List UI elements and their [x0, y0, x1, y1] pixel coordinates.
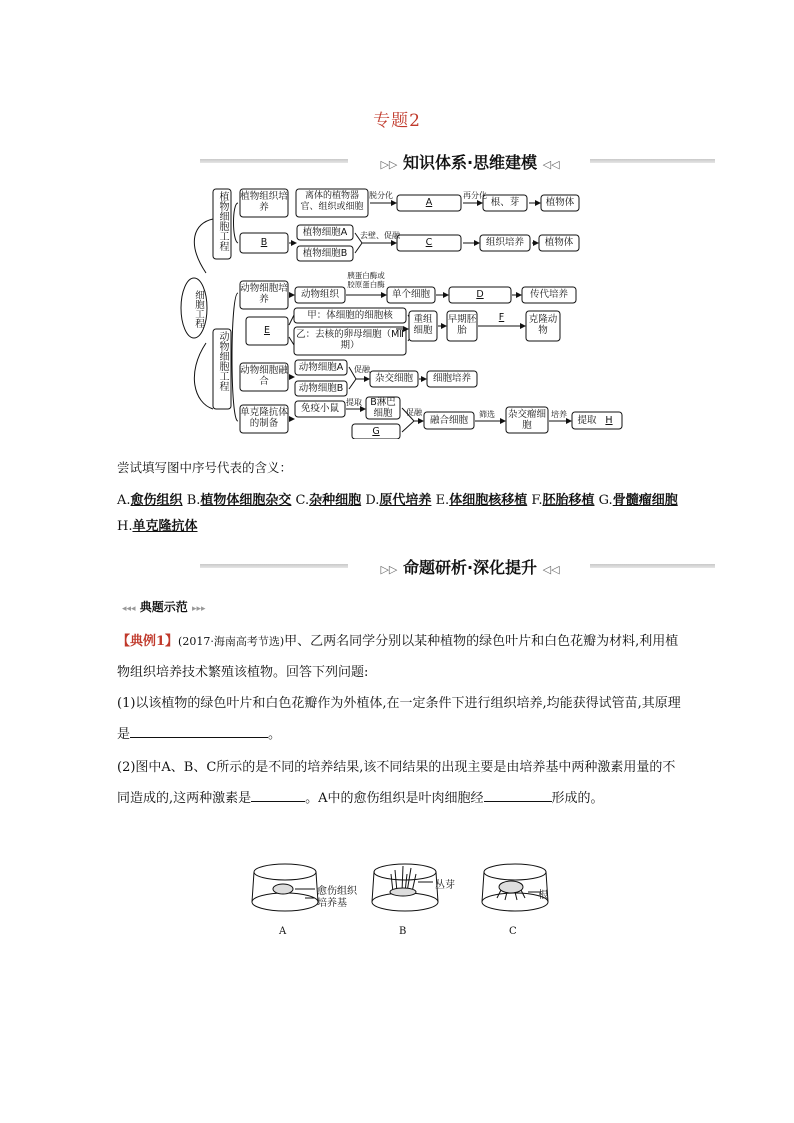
caption-a: A: [279, 926, 287, 937]
node-plant-body: 植物体: [545, 197, 575, 208]
node-mab: 单克隆抗体的制备: [240, 407, 288, 429]
label-culture: 培养: [551, 410, 567, 419]
culture-dishes-figure: [245, 852, 560, 942]
node-single-cell: 单个细胞: [391, 289, 430, 300]
node-plant-cell-b: 植物细胞B: [302, 248, 348, 259]
node-plant-cell-a: 植物细胞A: [302, 227, 348, 238]
node-early-embryo: 早期胚胎: [447, 314, 477, 336]
triple-arrow-right-icon: ▸▸▸: [191, 604, 206, 614]
node-extract-label: 提取: [577, 415, 597, 426]
node-A: A: [425, 197, 433, 208]
node-G: G: [372, 426, 380, 437]
page-title: 专题2: [373, 111, 421, 131]
node-passage: 传代培养: [529, 289, 568, 300]
node-hybrid-cell: 杂交细胞: [374, 373, 413, 384]
label-screen: 筛选: [479, 410, 495, 419]
question-1: (1)以该植物的绿色叶片和白色花瓣作为外植体,在一定条件下进行组织培养,均能获得试管苗,其原理是 。: [117, 696, 681, 742]
answer-blank[interactable]: [251, 788, 305, 802]
node-immune-mouse: 免疫小鼠: [300, 403, 339, 414]
section-label: ◂◂◂ 典题示范 ▸▸▸: [122, 600, 206, 614]
node-C: C: [425, 237, 433, 248]
answer-F: 胚胎移植: [542, 493, 595, 508]
node-E: E: [263, 325, 270, 336]
node-animal-cell-b: 动物细胞B: [298, 383, 344, 394]
node-root-bud: 根、芽: [490, 197, 520, 208]
answers-block: A.愈伤组织 B.植物体细胞杂交 C.杂种细胞 D.原代培养 E.体细胞核移植 F.胚胎移植 G.骨髓瘤细胞 H.单克隆抗体: [117, 493, 678, 534]
example-source: (2017·海南高考节选): [178, 635, 285, 648]
banner-rule: [200, 564, 348, 568]
answer-D: 原代培养: [379, 493, 432, 508]
section-banner-research: [200, 555, 715, 577]
question-2: (2)图中A、B、C所示的是不同的培养结果,该不同结果的出现主要是由培养基中两种激素用量的不同造成的,这两种激素是 。A中的愈伤组织是叶肉细胞经 形成的。: [117, 760, 676, 806]
node-animal-fusion: 动物细胞融合: [240, 365, 288, 387]
label-buds: 丛芽: [435, 880, 455, 891]
plant-branch-label: 植物细胞工程: [217, 191, 228, 251]
caption-b: B: [399, 926, 407, 937]
node-tissue-culture: 组织培养: [485, 237, 524, 248]
root-node-label: 细胞工程: [193, 290, 204, 328]
banner-title: 命题研析·深化提升: [402, 558, 538, 577]
label-promote-fuse: 促融: [354, 365, 370, 374]
label-medium: 培养基: [317, 898, 347, 909]
example-text: 甲、乙两名同学分别以某种植物的绿色叶片和白色花瓣为材料,利用植物组织培养技术繁殖该植物。回答下列问题:: [117, 634, 679, 680]
node-cell-culture: 细胞培养: [432, 373, 471, 384]
label-promote-fuse-2: 促融: [406, 408, 422, 417]
node-D: D: [476, 289, 484, 300]
banner-rule: [590, 159, 715, 163]
node-hybridoma: 杂交瘤细胞: [507, 409, 546, 431]
node-H: H: [605, 415, 613, 426]
banner-rule: [200, 159, 348, 163]
concept-map: [176, 183, 626, 439]
label-dediff: 脱分化: [369, 191, 393, 200]
node-plant-body-2: 植物体: [544, 237, 574, 248]
banner-title: 知识体系·思维建模: [402, 153, 538, 172]
example-paragraph: [117, 626, 687, 688]
label-callus: 愈伤组织: [317, 886, 357, 897]
label-trypsin: 胰蛋白酶或胶原蛋白酶: [347, 271, 385, 289]
label-root: 根: [538, 890, 548, 901]
answer-E: 体细胞核移植: [449, 493, 528, 508]
label-remove-wall: 去壁、促融: [360, 231, 400, 240]
answer-blank[interactable]: [484, 788, 552, 802]
node-yi: 乙：去核的卵母细胞（MⅡ期）: [296, 329, 404, 351]
node-explant: 离体的植物器官、组织或细胞: [300, 191, 364, 212]
answer-A: 愈伤组织: [130, 493, 183, 508]
double-arrow-right-icon: ▷▷: [380, 563, 398, 576]
animal-branch-label: 动物细胞工程: [217, 331, 228, 391]
answer-B: 植物体细胞杂交: [200, 493, 292, 508]
example-tag: 【典例1】: [117, 634, 179, 649]
node-jia: 甲：体细胞的细胞核: [307, 310, 393, 321]
answer-blank[interactable]: [130, 724, 268, 738]
banner-rule: [590, 564, 715, 568]
caption-c: C: [509, 926, 517, 937]
answer-H: 单克隆抗体: [132, 519, 198, 534]
node-clone-animal: 克隆动物: [528, 314, 558, 336]
node-animal-tissue: 动物组织: [300, 289, 339, 300]
label-rediff: 再分化: [463, 191, 487, 200]
double-arrow-left-icon: ◁◁: [542, 563, 560, 576]
answer-G: 骨髓瘤细胞: [612, 493, 678, 508]
double-arrow-left-icon: ◁◁: [542, 158, 560, 171]
label-F: F: [498, 312, 505, 323]
node-plant-tissue-culture: 植物组织培养: [240, 191, 288, 213]
label-extract: 提取: [346, 398, 362, 407]
section-banner-knowledge: [200, 150, 715, 172]
node-fused-cell: 融合细胞: [429, 415, 468, 426]
node-animal-cell-a: 动物细胞A: [298, 362, 344, 373]
triple-arrow-left-icon: ◂◂◂: [122, 604, 136, 614]
double-arrow-right-icon: ▷▷: [380, 158, 398, 171]
answer-C: 杂种细胞: [309, 493, 362, 508]
node-b-lymph: B淋巴细胞: [370, 397, 396, 419]
node-animal-culture: 动物细胞培养: [240, 283, 288, 305]
answers-intro: 尝试填写图中序号代表的含义：: [117, 460, 293, 475]
node-recomb: 重组细胞: [413, 314, 433, 336]
node-B: B: [260, 237, 268, 248]
